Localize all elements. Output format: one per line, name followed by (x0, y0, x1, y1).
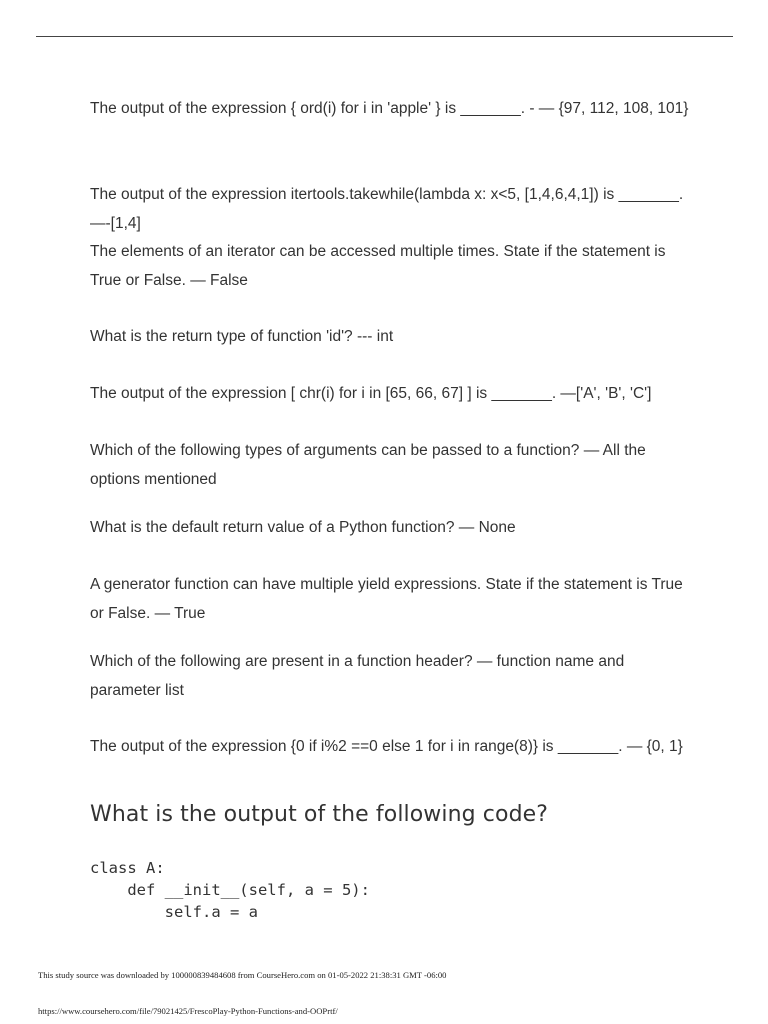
qa-item-8: A generator function can have multiple yield expressions. State if the statement is True or False. — True (90, 576, 683, 622)
footer-source-note: This study source was downloaded by 100000839484608 from CourseHero.com on 01-05-2022 21:38:31 GMT -06:00 (38, 970, 447, 980)
section-heading: What is the output of the following code? (90, 802, 549, 827)
qa-item-1: The output of the expression { ord(i) for i in 'apple' } is _______. - — {97, 112, 108, 101} (90, 100, 689, 117)
qa-item-7: What is the default return value of a Python function? — None (90, 519, 516, 536)
qa-item-6: Which of the following types of arguments can be passed to a function? — All the options mentioned (90, 442, 646, 488)
code-block: class A: def __init__(self, a = 5): self.a = a (90, 859, 370, 921)
qa-item-4: What is the return type of function 'id'? --- int (90, 328, 394, 345)
qa-item-3: The elements of an iterator can be accessed multiple times. State if the statement is True or False. — False (90, 243, 666, 289)
qa-item-10: The output of the expression {0 if i%2 ==0 else 1 for i in range(8)} is _______. — {0, 1} (90, 738, 683, 755)
top-rule (36, 36, 733, 37)
footer-url-link[interactable]: https://www.coursehero.com/file/79021425/FrescoPlay-Python-Functions-and-OOPrtf/ (38, 1006, 338, 1016)
qa-item-2: The output of the expression itertools.takewhile(lambda x: x<5, [1,4,6,4,1]) is _______.—-[1,4] (90, 186, 684, 232)
qa-item-5: The output of the expression [ chr(i) for i in [65, 66, 67] ] is _______. —['A', 'B', 'C'] (90, 385, 652, 402)
qa-item-9: Which of the following are present in a function header? — function name and parameter list (90, 653, 625, 699)
